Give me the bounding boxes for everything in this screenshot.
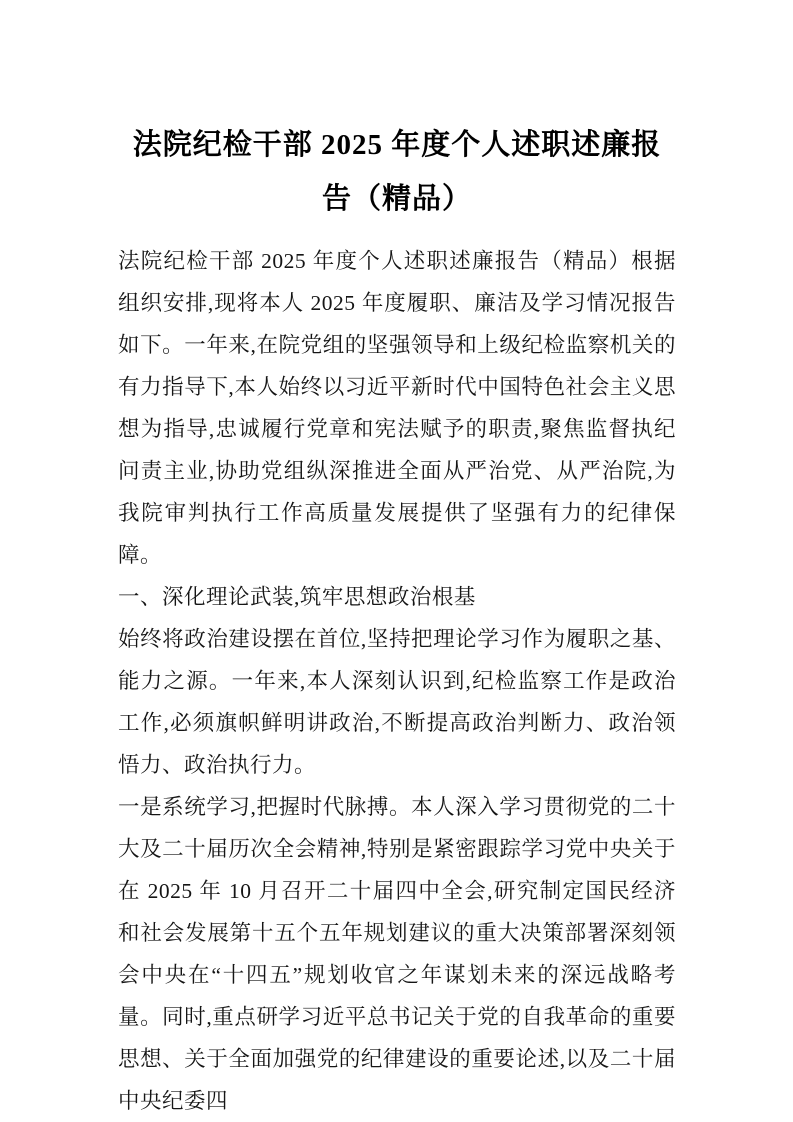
intro-paragraph: 法院纪检干部 2025 年度个人述职述廉报告（精品）根据组织安排,现将本人 2025 年度履职、廉洁及学习情况报告如下。一年来,在院党组的坚强领导和上级纪检监察机关的有力指导下,本人始终以习近平新时代中国特色社会主义思想为指导,忠诚履行党章和宪法赋予的职责,聚焦监督执纪问责主业,协助党组纵深推进全面从严治党、从严治院,为我院审判执行工作高质量发展提供了坚强有力的纪律保障。: [118, 249, 676, 567]
paragraph-political-foundation: 始终将政治建设摆在首位,坚持把理论学习作为履职之基、能力之源。一年来,本人深刻认识到,纪检监察工作是政治工作,必须旗帜鲜明讲政治,不断提高政治判断力、政治领悟力、政治执行力。: [118, 627, 676, 777]
document-title: 法院纪检干部 2025 年度个人述职述廉报告（精品）: [132, 129, 662, 215]
paragraph-systematic-study: 一是系统学习,把握时代脉搏。本人深入学习贯彻党的二十大及二十届历次全会精神,特别是紧密跟踪学习党中央关于在 2025 年 10 月召开二十届四中全会,研究制定国民经济和社会发展第十五个五年规划建议的重大决策部署深刻领会中央在“十四五”规划收官之年谋划未来的深远战略考量。同时,重点研学习近平总书记关于党的自我革命的重要思想、关于全面加强党的纪律建设的重要论述,以及二十届中央纪委四: [118, 795, 676, 1113]
section-heading-theory: 一、深化理论武装,筑牢思想政治根基: [118, 585, 476, 609]
